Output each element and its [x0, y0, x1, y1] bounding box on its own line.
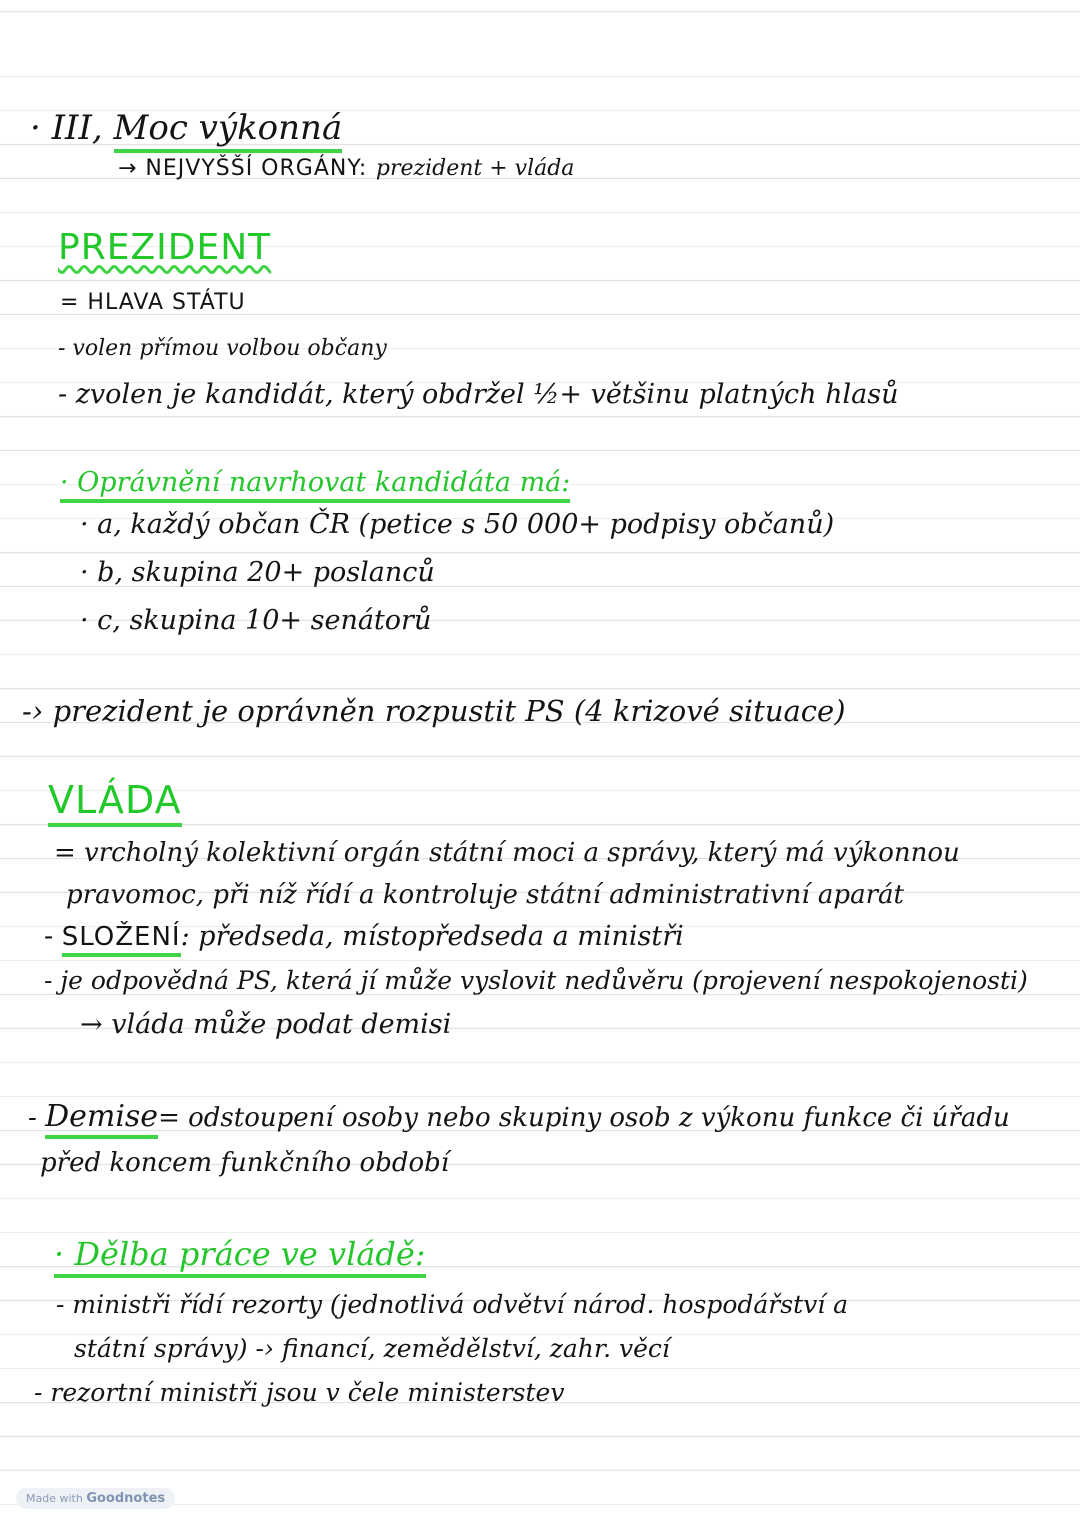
vlada-responsibility: - je odpovědná PS, která jí může vyslovit nedůvěru (projevení nespokojenosti) — [44, 966, 1028, 995]
demise-definition-2: před koncem funkčního období — [40, 1148, 450, 1178]
delba-line-2: státní správy) -› financí, zemědělství, zahr. věcí — [74, 1334, 670, 1363]
vlada-heading — [48, 780, 182, 820]
delba-line-3: - rezortní ministři jsou v čele ministerstev — [34, 1378, 565, 1407]
vlada-definition-2: pravomoc, při níž řídí a kontroluje státní administrativní aparát — [66, 880, 904, 910]
prezident-heading: PREZIDENT — [58, 227, 272, 268]
nomination-item-a: · a, každý občan ČR (petice s 50 000+ podpisy občanů) — [80, 509, 835, 540]
composition-rest: : předseda, místopředseda a ministři — [180, 921, 684, 952]
delba-heading — [54, 1234, 426, 1274]
made-with-text: Made with — [26, 1492, 83, 1505]
subtitle-rest: prezident + vláda — [375, 156, 575, 181]
vlada-composition: - SLOŽENÍ: předseda, místopředseda a ministři — [44, 920, 684, 954]
nomination-heading — [60, 466, 570, 500]
delba-heading-text: · Dělba práce ve vládě: — [54, 1235, 426, 1278]
prezident-bullet-1: - volen přímou volbou občany — [58, 336, 387, 361]
goodnotes-brand: Goodnotes — [86, 1491, 166, 1506]
prezident-note: -› prezident je oprávněn rozpustit PS (4 krizové situace) — [22, 694, 846, 728]
vlada-consequence: → vláda může podat demisi — [80, 1009, 452, 1040]
section-number: · III, — [30, 108, 103, 148]
demise-term: Demise — [45, 1099, 158, 1139]
vlada-heading-text: VLÁDA — [48, 778, 182, 827]
nomination-item-b: · b, skupina 20+ poslanců — [80, 557, 435, 588]
demise-definition-text: = odstoupení osoby nebo skupiny osob z výkonu funkce či úřadu — [158, 1103, 1010, 1133]
nomination-heading-text: · Oprávnění navrhovat kandidáta má: — [60, 467, 570, 503]
composition-label: SLOŽENÍ — [62, 922, 181, 957]
section-subtitle — [118, 150, 574, 186]
goodnotes-badge[interactable] — [16, 1488, 175, 1509]
vlada-definition-1: = vrcholný kolektivní orgán státní moci a správy, který má výkonnou — [54, 838, 960, 868]
prezident-bullet-2: - zvolen je kandidát, který obdržel ½+ většinu platných hlasů — [58, 379, 899, 410]
section-title-row — [30, 108, 342, 148]
nomination-item-c: · c, skupina 10+ senátorů — [80, 605, 432, 636]
prezident-definition: = HLAVA STÁTU — [60, 290, 246, 315]
delba-line-1: - ministři řídí rezorty (jednotlivá odvětví národ. hospodářství a — [56, 1290, 849, 1319]
section-title: Moc výkonná — [114, 108, 343, 153]
subtitle-prefix: → NEJVYŠŠÍ ORGÁNY: — [118, 156, 368, 181]
demise-definition: - Demise= odstoupení osoby nebo skupiny osob z výkonu funkce či úřadu — [28, 1100, 1010, 1135]
